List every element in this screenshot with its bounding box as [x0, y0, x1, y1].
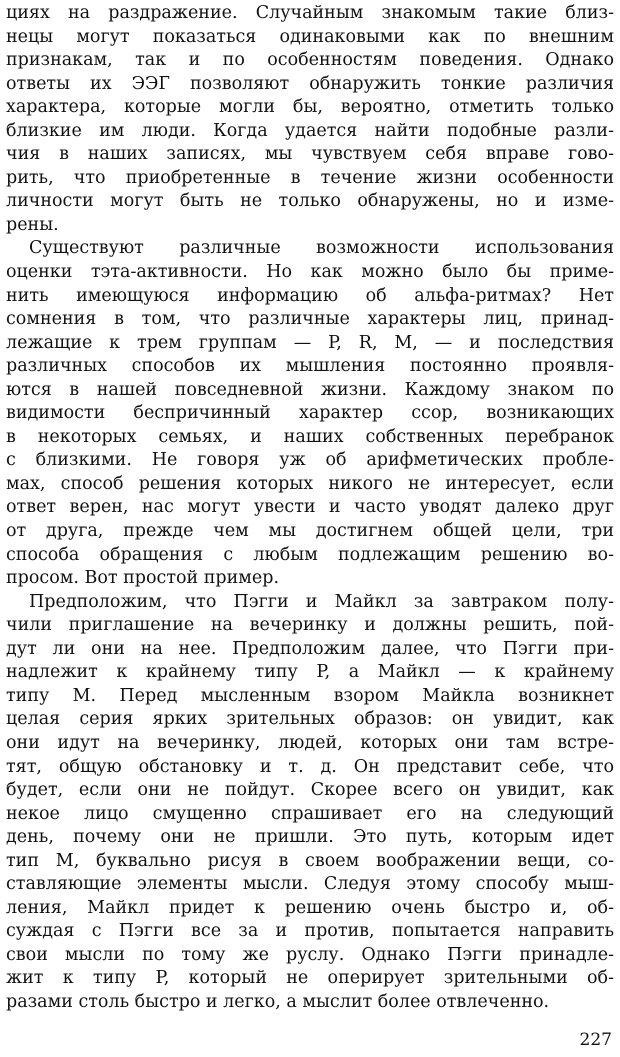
text-line: просом. Вот простой пример.: [6, 568, 280, 589]
paragraph: [6, 2, 614, 237]
text-line: лежащие к трем группам — P, R, M, — и последствия: [6, 332, 614, 353]
text-line: чили приглашение на вечеринку и должны решить, пой-: [6, 615, 614, 636]
text-line: характера, которые могли бы, вероятно, отметить только: [6, 97, 614, 118]
text-line: мах, способ решения которых никого не интересует, если: [6, 473, 614, 494]
text-line: они идут на вечеринку, людей, которых они там встре-: [6, 732, 614, 753]
text-line: рены.: [6, 214, 59, 235]
text-line: личности могут быть не только обнаружены, но и изме-: [6, 191, 614, 212]
text-line: видимости беспричинный характер ссор, возникающих: [6, 403, 614, 424]
text-line: ответы их ЭЭГ позволяют обнаружить тонкие различия: [6, 73, 614, 94]
text-line: суждая с Пэгги все за и против, попытается направить: [6, 921, 614, 942]
paragraph: [6, 591, 614, 1015]
body-text: [6, 2, 614, 1015]
text-line: нить имеющуюся информацию об альфа-ритмах? Нет: [6, 285, 614, 306]
text-line: Существуют различные возможности использования: [29, 238, 614, 259]
text-line: Предположим, что Пэгги и Майкл за завтраком полу-: [29, 591, 614, 612]
page-number: 227: [579, 1030, 612, 1050]
text-line: оценки тэта-активности. Но как можно было бы приме-: [6, 262, 614, 283]
text-line: близкие им люди. Когда удается найти подобные разли-: [6, 120, 614, 141]
text-line: типу M. Перед мысленным взором Майкла возникнет: [6, 685, 614, 706]
text-line: разами столь быстро и легко, а мыслит более отвлеченно.: [6, 991, 550, 1012]
text-line: сомнения в том, что различные характеры лиц, принад-: [6, 309, 614, 330]
text-line: тят, общую обстановку и т. д. Он представит себе, что: [6, 756, 614, 777]
text-line: различных способов их мышления постоянно проявля-: [6, 356, 614, 377]
text-line: надлежит к крайнему типу P, а Майкл — к крайнему: [6, 662, 614, 683]
text-line: ответ верен, нас могут увести и часто уводят далеко друг: [6, 497, 614, 518]
text-line: жит к типу P, который не оперирует зрительными об-: [6, 968, 614, 989]
paragraph: [6, 237, 614, 590]
text-line: ставляющие элементы мысли. Следуя этому способу мыш-: [6, 874, 614, 895]
text-line: чия в наших записях, мы чувствуем себя вправе гово-: [6, 144, 614, 165]
text-line: способа обращения с любым подлежащим решению во-: [6, 544, 614, 565]
text-line: будет, если они не пойдут. Скорее всего он увидит, как: [6, 780, 614, 801]
text-line: с близкими. Не говоря уж об арифметических пробле-: [6, 450, 614, 471]
text-line: некое лицо смущенно спрашивает его на следующий: [6, 803, 614, 824]
text-line: ления, Майкл придет к решению очень быстро и, об-: [6, 897, 614, 918]
text-line: от друга, прежде чем мы достигнем общей цели, три: [6, 521, 614, 542]
text-line: целая серия ярких зрительных образов: он увидит, как: [6, 709, 614, 730]
text-line: ются в нашей повседневной жизни. Каждому знаком по: [6, 379, 614, 400]
text-line: свои мысли по тому же руслу. Однако Пэгги принадле-: [6, 944, 614, 965]
text-line: в некоторых семьях, и наших собственных перебранок: [6, 426, 614, 447]
text-line: рить, что приобретенные в течение жизни особенности: [6, 167, 614, 188]
text-line: нецы могут показаться одинаковыми как по внешним: [6, 26, 614, 47]
text-line: день, почему они не пришли. Это путь, которым идет: [6, 827, 614, 848]
text-line: тип M, буквально рисуя в своем воображении вещи, со-: [6, 850, 614, 871]
text-line: признакам, так и по особенностям поведения. Однако: [6, 50, 614, 71]
text-line: дут ли они на нее. Предположим далее, что Пэгги при-: [6, 638, 614, 659]
text-line: циях на раздражение. Случайным знакомым такие близ-: [6, 3, 614, 23]
